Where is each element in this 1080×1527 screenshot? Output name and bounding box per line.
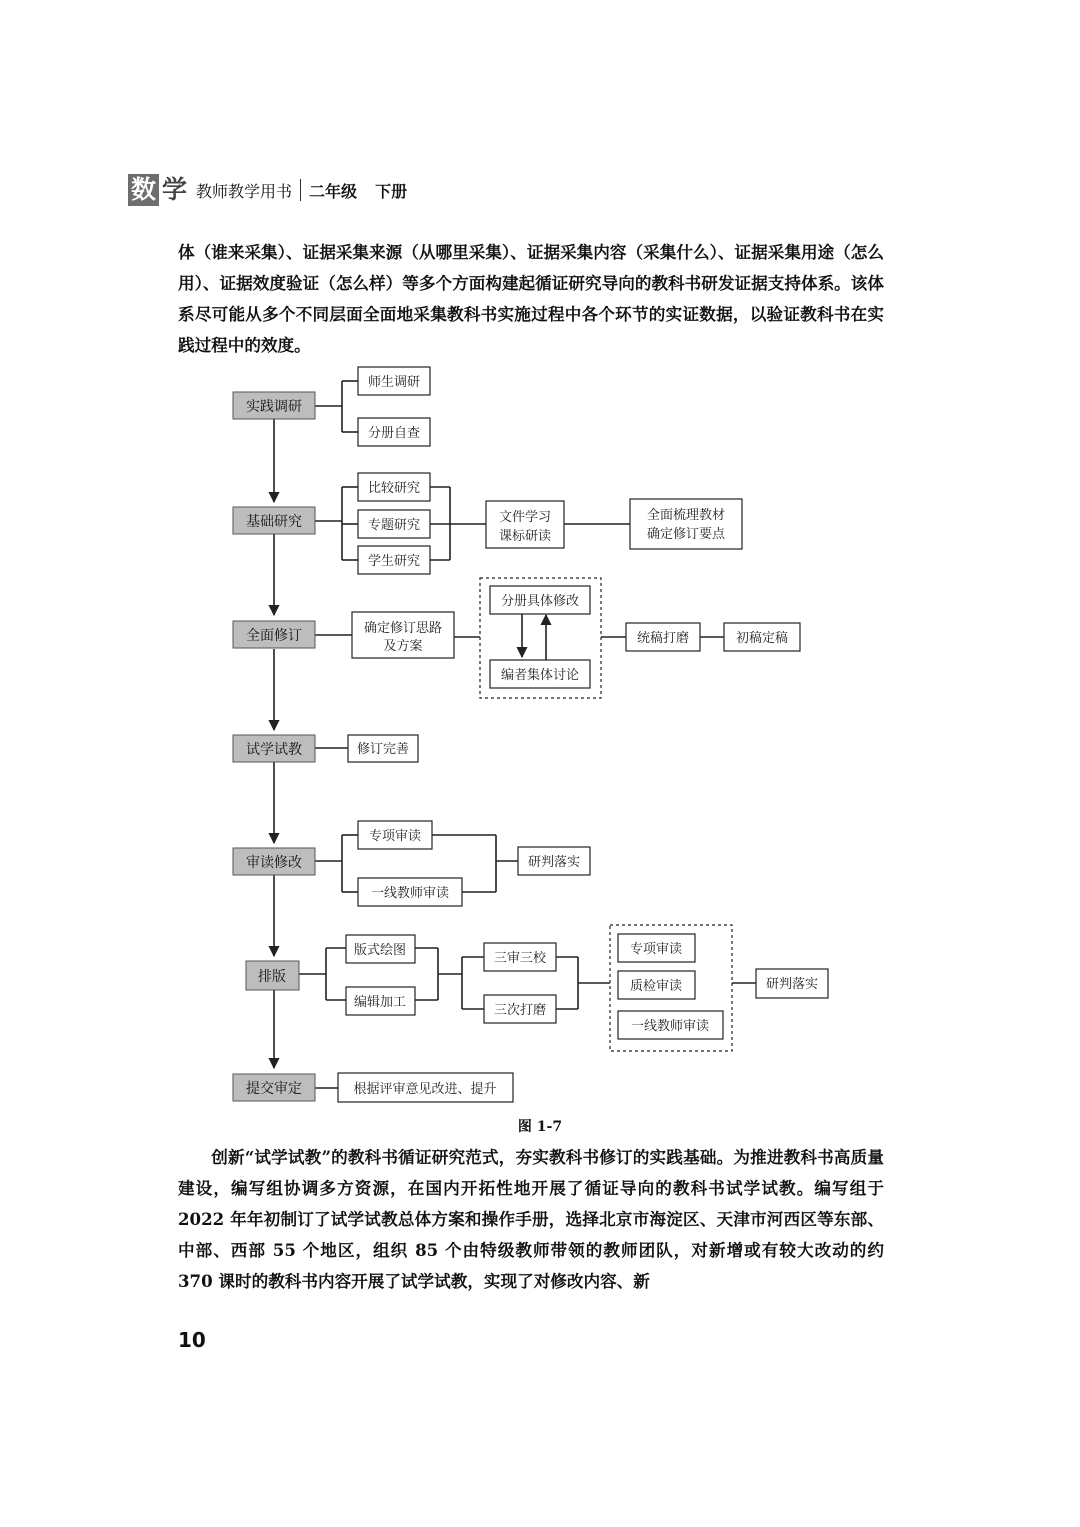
- book-title: 教师教学用书: [196, 181, 293, 201]
- text-volume-self-check: 分册自查: [367, 426, 421, 441]
- stage-1-label: 实践调研: [246, 399, 302, 415]
- paragraph-1: 体（谁来采集）、证据采集来源（从哪里采集）、证据采集内容（采集什么）、证据采集用途（怎么用）、证据效度验证（怎么样）等多个方面构建起循证研究导向的教科书研发证据支持体系。该体系尽可能从多个不同层面全面地采集教科书实施过程中各个环节的实证数据，以验证教科书在实践过程中的效度。: [178, 242, 884, 355]
- stage-7-box: [233, 1074, 315, 1101]
- text-layout-drawing: 版式绘图: [353, 943, 407, 958]
- page-number: 10: [178, 1328, 206, 1352]
- text-sort-out-textbook: 全面梳理教材: [646, 508, 726, 523]
- text-curriculum-study: 课标研读: [498, 529, 552, 544]
- grade-label: 二年级: [309, 181, 358, 201]
- stage-6-box: [246, 961, 299, 990]
- stage-6-label: 排版: [258, 969, 286, 985]
- text-three-polishes: 三次打磨: [493, 1003, 547, 1018]
- text-three-reviews: 三审三校: [493, 951, 547, 966]
- stage-7-label: 提交审定: [246, 1081, 302, 1097]
- text-revision-plan-2: 及方案: [383, 639, 423, 654]
- stage-2-box: [233, 507, 315, 534]
- text-topic-study: 专题研究: [367, 518, 421, 533]
- text-quality-review: 质检审读: [629, 979, 683, 994]
- paragraph-2: 创新“试学试教”的教科书循证研究范式，夯实教科书修订的实践基础。为推进教科书高质量建设，编写组协调多方资源，在国内开拓性地开展了循证导向的教科书试学试教。编写组于 2022 年年初制订了试学试教总体方案和操作手册，选择北京市海淀区、天津市河西区等东部、中部、西部 55 个地区，组织 85 个由特级教师带领的教师团队，对新增或有较大改动的约 370 课时的教科书内容开展了试学试教，实现了对修改内容、新: [178, 1147, 884, 1291]
- volume-label: 下册: [375, 181, 408, 201]
- text-comparative-study: 比较研究: [367, 481, 421, 496]
- stage-4-label: 试学试教: [246, 742, 302, 758]
- text-revise-improve: 修订完善: [356, 742, 410, 757]
- text-document-study: 文件学习: [498, 510, 552, 525]
- stage-4-box: [233, 735, 315, 762]
- text-polish: 统稿打磨: [636, 631, 690, 646]
- text-student-study: 学生研究: [367, 554, 421, 569]
- text-special-review: 专项审读: [368, 829, 422, 844]
- text-judgment: 研判落实: [527, 855, 581, 870]
- figure-caption: 图 1-7: [517, 1119, 563, 1135]
- text-revision-points: 确定修订要点: [646, 527, 726, 542]
- text-special-review-2: 专项审读: [629, 942, 683, 957]
- stage-3-label: 全面修订: [246, 628, 302, 644]
- text-editor-discussion: 编者集体讨论: [500, 668, 580, 683]
- stage-3-box: [233, 621, 315, 648]
- text-frontline-review: 一线教师审读: [370, 886, 450, 901]
- text-revision-plan-1: 确定修订思路: [363, 621, 443, 636]
- text-teacher-student-survey: 师生调研: [367, 375, 421, 390]
- text-editing: 编辑加工: [353, 995, 407, 1010]
- stage-5-box: [233, 848, 315, 875]
- text-judgment-2: 研判落实: [765, 977, 819, 992]
- text-first-draft: 初稿定稿: [735, 631, 789, 646]
- logo-char-2: 学: [162, 175, 188, 204]
- text-final-improve: 根据评审意见改进、提升: [353, 1082, 497, 1097]
- text-frontline-review-2: 一线教师审读: [630, 1019, 710, 1034]
- stage-1-box: [233, 392, 315, 419]
- logo-char-1: 数: [128, 174, 159, 206]
- text-volume-revision: 分册具体修改: [500, 594, 580, 609]
- stage-5-label: 审读修改: [246, 855, 302, 871]
- stage-2-label: 基础研究: [246, 514, 302, 530]
